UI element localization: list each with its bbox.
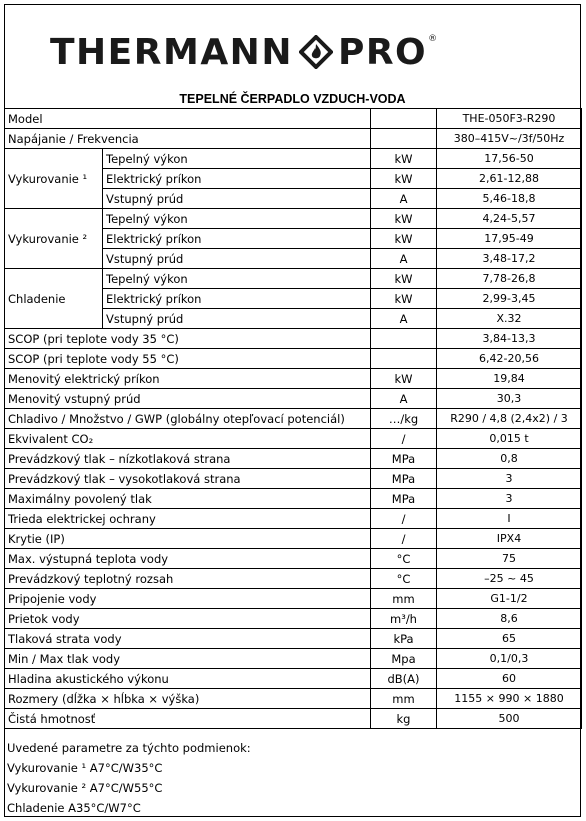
logo-text-left: THERMANN bbox=[50, 31, 293, 73]
row-unit: kPa bbox=[371, 629, 437, 649]
row-unit: mm bbox=[371, 689, 437, 709]
row-label: Prietok vody bbox=[5, 609, 371, 629]
row-label: Max. výstupná teplota vody bbox=[5, 549, 371, 569]
row-unit: mm bbox=[371, 589, 437, 609]
row-label: Prevádzkový tlak – nízkotlaková strana bbox=[5, 449, 371, 469]
row-label: Tlaková strata vody bbox=[5, 629, 371, 649]
row-label: Vstupný prúd bbox=[103, 189, 371, 209]
row-value: 5,46-18,8 bbox=[437, 189, 582, 209]
row-value: 3,48-17,2 bbox=[437, 249, 582, 269]
row-value: 0,1/0,3 bbox=[437, 649, 582, 669]
row-label: Elektrický príkon bbox=[103, 169, 371, 189]
conditions-line: Vykurovanie ¹ A7°C/W35°C bbox=[7, 761, 163, 775]
row-value: 0,8 bbox=[437, 449, 582, 469]
row-label: Model bbox=[5, 109, 371, 129]
row-label: Čistá hmotnosť bbox=[5, 709, 371, 729]
diamond-flame-logo-icon bbox=[299, 35, 333, 69]
row-unit: A bbox=[371, 309, 437, 329]
row-value: 65 bbox=[437, 629, 582, 649]
table-row bbox=[5, 389, 582, 409]
row-unit: kW bbox=[371, 269, 437, 289]
table-row bbox=[5, 349, 582, 369]
logo-text-right: PRO bbox=[337, 31, 428, 73]
row-value: 500 bbox=[437, 709, 582, 729]
table-row bbox=[5, 709, 582, 729]
table-row bbox=[5, 149, 582, 169]
row-value: IPX4 bbox=[437, 529, 582, 549]
table-row bbox=[5, 329, 582, 349]
row-value: 3 bbox=[437, 469, 582, 489]
row-label: Vstupný prúd bbox=[103, 249, 371, 269]
row-unit: MPa bbox=[371, 469, 437, 489]
row-label: Elektrický príkon bbox=[103, 229, 371, 249]
group-label: Vykurovanie ² bbox=[5, 209, 103, 269]
row-value: 60 bbox=[437, 669, 582, 689]
table-row bbox=[5, 669, 582, 689]
row-unit: kW bbox=[371, 229, 437, 249]
row-label: Vstupný prúd bbox=[103, 309, 371, 329]
group-label: Vykurovanie ¹ bbox=[5, 149, 103, 209]
row-label: Menovitý vstupný prúd bbox=[5, 389, 371, 409]
row-value: –25 ~ 45 bbox=[437, 569, 582, 589]
row-value: 3 bbox=[437, 489, 582, 509]
conditions-line: Chladenie A35°C/W7°C bbox=[7, 801, 141, 815]
row-unit: A bbox=[371, 189, 437, 209]
row-label: Elektrický príkon bbox=[103, 289, 371, 309]
row-unit: / bbox=[371, 529, 437, 549]
row-unit bbox=[371, 109, 437, 129]
table-row bbox=[5, 489, 582, 509]
row-label: Maximálny povolený tlak bbox=[5, 489, 371, 509]
spec-table bbox=[4, 108, 582, 729]
row-unit: MPa bbox=[371, 489, 437, 509]
row-value: 19,84 bbox=[437, 369, 582, 389]
row-unit: kW bbox=[371, 169, 437, 189]
row-unit: MPa bbox=[371, 449, 437, 469]
row-label: Pripojenie vody bbox=[5, 589, 371, 609]
row-label: Hladina akustického výkonu bbox=[5, 669, 371, 689]
table-row bbox=[5, 649, 582, 669]
row-unit: kg bbox=[371, 709, 437, 729]
row-unit bbox=[371, 329, 437, 349]
row-label: Prevádzkový tlak – vysokotlaková strana bbox=[5, 469, 371, 489]
row-value: X.32 bbox=[437, 309, 582, 329]
row-value: 17,95-49 bbox=[437, 229, 582, 249]
table-row bbox=[5, 209, 582, 229]
row-label: SCOP (pri teplote vody 35 °C) bbox=[5, 329, 371, 349]
row-value: THE-050F3-R290 bbox=[437, 109, 582, 129]
table-row bbox=[5, 589, 582, 609]
row-label: Min / Max tlak vody bbox=[5, 649, 371, 669]
row-value: 0,015 t bbox=[437, 429, 582, 449]
conditions-note bbox=[7, 738, 567, 818]
row-value: 17,56-50 bbox=[437, 149, 582, 169]
table-row bbox=[5, 689, 582, 709]
row-unit: m³/h bbox=[371, 609, 437, 629]
table-row bbox=[5, 409, 582, 429]
row-unit: A bbox=[371, 249, 437, 269]
table-row bbox=[5, 449, 582, 469]
row-unit: A bbox=[371, 389, 437, 409]
row-unit: dB(A) bbox=[371, 669, 437, 689]
row-unit: kW bbox=[371, 289, 437, 309]
row-label: Rozmery (dĺžka × hĺbka × výška) bbox=[5, 689, 371, 709]
row-label: Menovitý elektrický príkon bbox=[5, 369, 371, 389]
table-row bbox=[5, 369, 582, 389]
row-value: I bbox=[437, 509, 582, 529]
row-label: Ekvivalent CO₂ bbox=[5, 429, 371, 449]
table-row bbox=[5, 609, 582, 629]
table-row bbox=[5, 529, 582, 549]
row-unit: °C bbox=[371, 549, 437, 569]
table-row bbox=[5, 509, 582, 529]
table-row bbox=[5, 469, 582, 489]
table-row bbox=[5, 429, 582, 449]
table-row bbox=[5, 109, 582, 129]
row-unit: °C bbox=[371, 569, 437, 589]
row-value: 2,99-3,45 bbox=[437, 289, 582, 309]
row-label: Trieda elektrickej ochrany bbox=[5, 509, 371, 529]
group-label: Chladenie bbox=[5, 269, 103, 329]
row-label: Napájanie / Frekvencia bbox=[5, 129, 371, 149]
row-unit: …/kg bbox=[371, 409, 437, 429]
row-unit: / bbox=[371, 509, 437, 529]
table-row bbox=[5, 129, 582, 149]
table-row bbox=[5, 269, 582, 289]
row-value: 1155 × 990 × 1880 bbox=[437, 689, 582, 709]
document-title: TEPELNÉ ČERPADLO VZDUCH-VODA bbox=[179, 92, 406, 106]
row-value: G1-1/2 bbox=[437, 589, 582, 609]
row-label: Tepelný výkon bbox=[103, 149, 371, 169]
table-row bbox=[5, 549, 582, 569]
table-row bbox=[5, 629, 582, 649]
row-unit bbox=[371, 129, 437, 149]
row-label: Tepelný výkon bbox=[103, 209, 371, 229]
row-label: Krytie (IP) bbox=[5, 529, 371, 549]
row-unit: Mpa bbox=[371, 649, 437, 669]
row-value: 4,24-5,57 bbox=[437, 209, 582, 229]
row-unit: / bbox=[371, 429, 437, 449]
row-label: Chladivo / Množstvo / GWP (globálny otepľovací potenciál) bbox=[5, 409, 371, 429]
row-value: 3,84-13,3 bbox=[437, 329, 582, 349]
row-value: 6,42-20,56 bbox=[437, 349, 582, 369]
row-value: 2,61-12,88 bbox=[437, 169, 582, 189]
row-unit: kW bbox=[371, 149, 437, 169]
row-label: Prevádzkový teplotný rozsah bbox=[5, 569, 371, 589]
spec-sheet bbox=[4, 4, 581, 817]
row-value: 380–415V~/3f/50Hz bbox=[437, 129, 582, 149]
table-row bbox=[5, 569, 582, 589]
row-value: 30,3 bbox=[437, 389, 582, 409]
row-unit: kW bbox=[371, 209, 437, 229]
row-value: 75 bbox=[437, 549, 582, 569]
brand-logo bbox=[50, 30, 530, 74]
registered-mark: ® bbox=[428, 34, 439, 44]
row-value: 7,78-26,8 bbox=[437, 269, 582, 289]
row-value: R290 / 4,8 (2,4x2) / 3 bbox=[437, 409, 582, 429]
row-label: Tepelný výkon bbox=[103, 269, 371, 289]
conditions-heading: Uvedené parametre za týchto podmienok: bbox=[7, 741, 251, 755]
row-unit bbox=[371, 349, 437, 369]
row-label: SCOP (pri teplote vody 55 °C) bbox=[5, 349, 371, 369]
conditions-line: Vykurovanie ² A7°C/W55°C bbox=[7, 781, 163, 795]
row-value: 8,6 bbox=[437, 609, 582, 629]
row-unit: kW bbox=[371, 369, 437, 389]
